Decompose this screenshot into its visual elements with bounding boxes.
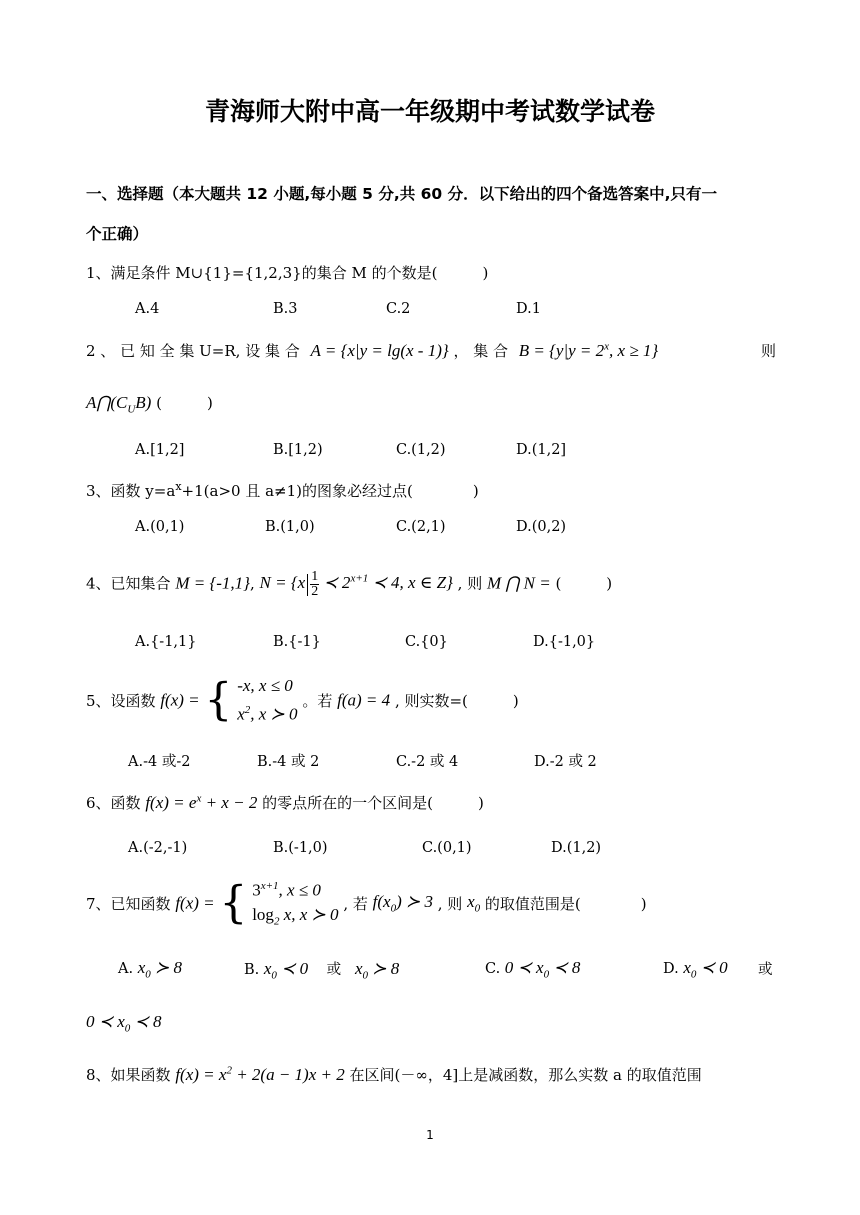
question-2-cont (86, 392, 213, 415)
q7-cond-a: f(x (372, 892, 391, 912)
q3-option-d: D.(0,2) (516, 519, 567, 535)
q7-opt-b-sub2: 0 (362, 969, 368, 982)
q2-expr-a: A⋂(C (86, 393, 128, 412)
q7-case1-b: , x ≤ 0 (278, 880, 321, 900)
q2-option-b: B.[1,2) (273, 442, 323, 458)
q4-option-c: C.{0} (405, 634, 448, 650)
q5-option-d: D.-2 或 2 (534, 754, 597, 770)
q3-option-b: B.(1,0) (265, 519, 315, 535)
q7-opt-d-x: x (683, 958, 691, 977)
q5-cond: f(a) = 4 (337, 690, 391, 710)
q2-set-b (519, 341, 658, 360)
q2-set-b-end: , x ≥ 1} (609, 341, 659, 360)
q2-prefix: 2 、 已 知 全 集 U=R, 设 集 合 (86, 342, 300, 360)
q7-opt-c-a: 0 ≺ (504, 958, 532, 977)
q7-opt-d-sub: 0 (690, 968, 697, 981)
q8-fx-sup: 2 (226, 1064, 232, 1077)
q3-text-b: +1(a>0 且 a≠1)的图象必经过点( ) (181, 482, 479, 500)
q7-opt-d-cont-b: ≺ 8 (134, 1012, 162, 1031)
question-2 (86, 340, 776, 361)
q3-option-c: C.(2,1) (396, 519, 446, 535)
q5-option-c: C.-2 或 4 (396, 754, 459, 770)
q2-option-a: A.[1,2] (135, 442, 185, 458)
q7-case2 (252, 903, 338, 933)
q2-option-d: D.(1,2] (516, 442, 567, 458)
q7-case1-sup: x+1 (260, 880, 279, 892)
q7-opt-c-b: ≺ 8 (553, 958, 581, 977)
section-heading-line2: 个正确） (86, 225, 149, 243)
q7-opt-d-cont-sub: 0 (124, 1022, 131, 1035)
q7-opt-b-math2 (354, 959, 400, 982)
q6-suffix: 的零点所在的一个区间是( ) (262, 794, 484, 812)
q7-opt-c-math (504, 958, 581, 981)
q6-option-c: C.(0,1) (422, 840, 472, 856)
q7-option-a (118, 958, 182, 980)
q2-paren: ( ) (156, 394, 213, 412)
q6-option-a: A.(-2,-1) (128, 840, 188, 856)
question-1: 1、满足条件 M∪{1}={1,2,3}的集合 M 的个数是( ) (86, 264, 489, 282)
q7-x0-sub: 0 (474, 902, 481, 915)
q4-bar (307, 574, 308, 596)
q4-set-n-b: ≺ 2 (323, 573, 351, 593)
question-5 (86, 674, 519, 727)
q7-fx: f(x) = (175, 893, 215, 913)
q4-prefix: 4、已知集合 (86, 574, 171, 593)
q7-opt-a-val: ≻ 8 (155, 958, 182, 977)
q7-prefix: 7、已知函数 (86, 895, 171, 914)
q7-opt-d-val: ≺ 0 (700, 958, 728, 977)
q7-option-b (244, 958, 399, 981)
q7-option-d (663, 958, 728, 980)
q8-suffix: 在区间(－∞，4]上是减函数，那么实数 a 的取值范围 (349, 1066, 702, 1084)
q7-cases (252, 874, 338, 933)
q5-prefix: 5、设函数 (86, 691, 156, 710)
q4-expr: M ⋂ N = (487, 573, 551, 593)
question-7-option-d-cont (86, 1012, 162, 1034)
page-number: 1 (426, 1128, 434, 1142)
q1-option-c: C.2 (386, 301, 411, 317)
q7-opt-d-cont (86, 1012, 162, 1035)
q7-suffix: 的取值范围是( ) (484, 895, 647, 914)
q7-opt-d-cont-x: x (117, 1012, 125, 1031)
question-8 (86, 1064, 702, 1085)
q7-brace: { (219, 877, 248, 929)
q7-opt-c-label: C. (485, 961, 501, 977)
q2-option-c: C.(1,2) (396, 442, 446, 458)
q2-set-a: A = {x|y = lg(x - 1)} (310, 341, 449, 360)
q7-opt-a-x: x (137, 958, 146, 977)
q7-x0-a: x (467, 892, 475, 912)
q5-case2 (237, 698, 297, 727)
q7-opt-d-math (683, 958, 728, 981)
q5-fx: f(x) = (160, 690, 200, 710)
q7-opt-b-math1 (263, 959, 309, 982)
q7-opt-a-label: A. (118, 961, 134, 977)
q6-fx (145, 793, 257, 812)
q1-option-b: B.3 (273, 301, 298, 317)
q2-expr (86, 393, 152, 416)
q4-option-a: A.{-1,1} (135, 634, 197, 650)
q6-fx-sup: x (196, 792, 202, 805)
q2-set-b-a: B = {y|y = 2 (518, 341, 605, 360)
q7-case2-sub: 2 (273, 915, 280, 928)
q5-mid: 。若 (302, 691, 333, 710)
q2-mid: ， 集 合 (453, 342, 508, 360)
q5-suffix: , 则实数=( ) (394, 691, 519, 710)
q5-option-a: A.-4 或-2 (128, 754, 191, 770)
q4-set-n-c: ≺ 4, x ∈ Z} (372, 573, 453, 593)
q4-set-n-a: N = {x (259, 573, 306, 593)
q5-case1: -x, x ≤ 0 (237, 676, 293, 695)
q6-option-b: B.(-1,0) (273, 840, 328, 856)
q7-x0 (467, 892, 481, 915)
q7-case2-a: log (252, 904, 274, 924)
q4-set-n (259, 569, 453, 599)
q4-option-d: D.{-1,0} (533, 634, 596, 650)
q7-opt-c-x: x (536, 958, 544, 977)
q7-opt-a-math (137, 958, 182, 981)
q4-set-n-sup: x+1 (350, 572, 369, 585)
q7-cond (372, 892, 433, 915)
q7-opt-b-x2: x (354, 959, 363, 978)
q7-opt-b-val2: ≻ 8 (372, 959, 400, 978)
q7-opt-d-label: D. (663, 961, 679, 977)
q8-prefix: 8、如果函数 (86, 1066, 171, 1084)
q1-option-a: A.4 (135, 301, 160, 317)
q2-expr-sub: U (127, 403, 136, 416)
q7-mid: , 若 (343, 895, 368, 914)
q3-sup: x (175, 480, 182, 493)
page-title: 青海师大附中高一年级期中考试数学试卷 (204, 97, 655, 126)
q3-text-a: 3、函数 y=a (86, 482, 176, 500)
q7-opt-b-or: 或 (326, 962, 342, 978)
q6-prefix: 6、函数 (86, 794, 141, 812)
q4-mid: , 则 (457, 574, 483, 593)
q7-opt-c-sub: 0 (543, 968, 550, 981)
q7-option-d-or: 或 (758, 962, 773, 978)
q4-paren: ( ) (555, 574, 613, 593)
q7-opt-b-label: B. (244, 962, 260, 978)
q4-frac (310, 570, 319, 599)
section-heading-line1: 一、选择题（本大题共 12 小题,每小题 5 分,共 60 分．以下给出的四个备选答案中,只有一 (86, 185, 717, 203)
q8-fx-a: f(x) = x (175, 1065, 227, 1084)
q7-case2-b: x, x ≻ 0 (279, 904, 339, 924)
q7-case1 (252, 874, 338, 903)
q5-case2-a: x (237, 704, 245, 724)
q4-comma: , (249, 574, 255, 593)
q7-opt-b-sub1: 0 (271, 969, 277, 982)
q6-option-d: D.(1,2) (551, 840, 602, 856)
q8-fx-b: + 2(a − 1)x + 2 (236, 1065, 345, 1084)
q7-opt-a-sub: 0 (145, 968, 151, 981)
q6-fx-b: + x − 2 (205, 793, 258, 812)
q5-cases (237, 674, 297, 727)
q7-cond-sub: 0 (390, 902, 397, 915)
question-4 (86, 570, 612, 599)
q7-opt-d-cont-a: 0 ≺ (86, 1012, 113, 1031)
q8-fx (175, 1065, 344, 1084)
q1-option-d: D.1 (516, 301, 541, 317)
q7-opt-b-x1: x (263, 959, 272, 978)
q2-set-b-sup: x (604, 340, 610, 353)
question-3 (86, 480, 479, 501)
q4-frac-num: 1 (311, 569, 319, 584)
q4-set-m: M = {-1,1} (175, 573, 250, 593)
q5-brace: { (204, 674, 233, 726)
q7-case1-a: 3 (252, 880, 261, 900)
q2-expr-end: B) (135, 393, 152, 412)
question-6 (86, 792, 484, 813)
question-7 (86, 874, 647, 933)
q6-fx-a: f(x) = e (145, 793, 197, 812)
q7-cond-b: ) ≻ 3 (396, 892, 433, 912)
q5-case2-sup: 2 (244, 704, 251, 716)
q5-case2-b: , x ≻ 0 (250, 704, 298, 724)
q7-opt-b-val1: ≺ 0 (281, 959, 309, 978)
q5-option-b: B.-4 或 2 (257, 754, 320, 770)
q7-option-c (485, 958, 580, 980)
q2-suffix: 则 (760, 342, 776, 360)
q4-option-b: B.{-1} (273, 634, 321, 650)
q4-frac-den: 2 (311, 584, 319, 599)
q7-mid2: , 则 (437, 895, 463, 914)
q3-option-a: A.(0,1) (135, 519, 185, 535)
